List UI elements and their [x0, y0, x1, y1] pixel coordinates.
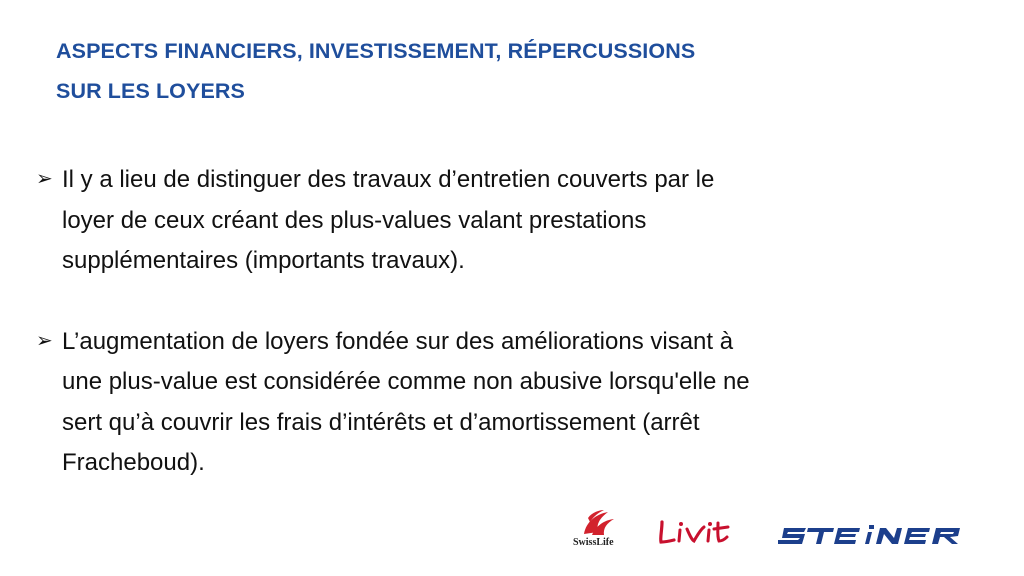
partner-logos: [570, 508, 970, 554]
bullet-text: [62, 160, 714, 282]
bullet-line: Fracheboud).: [62, 449, 205, 476]
bullet-text: [62, 322, 750, 484]
livit-wordmark-icon: [656, 514, 736, 548]
bullet-line: L’augmentation de loyers fondée sur des améliorations visant à: [62, 327, 734, 355]
bullet-list: [36, 160, 986, 524]
bullet-line: loyer de ceux créant des plus-values valant prestations: [62, 206, 647, 234]
bullet-line: supplémentaires (importants travaux).: [62, 247, 465, 274]
bullet-item: [36, 322, 986, 484]
slide-title-line-2: SUR LES LOYERS: [56, 79, 245, 103]
steiner-logo: [778, 524, 966, 548]
swisslife-flame-icon: [570, 508, 626, 538]
bullet-line: sert qu’à couvrir les frais d’intérêts et d’amortissement (arrêt: [62, 408, 700, 436]
slide-title-line-1: ASPECTS FINANCIERS, INVESTISSEMENT, RÉPERCUSSIONS: [56, 39, 696, 63]
bullet-line: une plus-value est considérée comme non abusive lorsqu'elle ne: [62, 368, 750, 395]
livit-logo: [656, 514, 736, 548]
bullet-item: [36, 160, 986, 282]
swisslife-logo: [570, 508, 626, 550]
steiner-wordmark-icon: [778, 524, 966, 548]
swisslife-wordmark: SwissLife: [573, 537, 614, 548]
arrow-bullet-icon: ➢: [36, 329, 53, 352]
slide-title: [56, 31, 695, 111]
arrow-bullet-icon: ➢: [36, 168, 53, 190]
bullet-line: Il y a lieu de distinguer des travaux d’entretien couverts par le: [62, 166, 715, 193]
